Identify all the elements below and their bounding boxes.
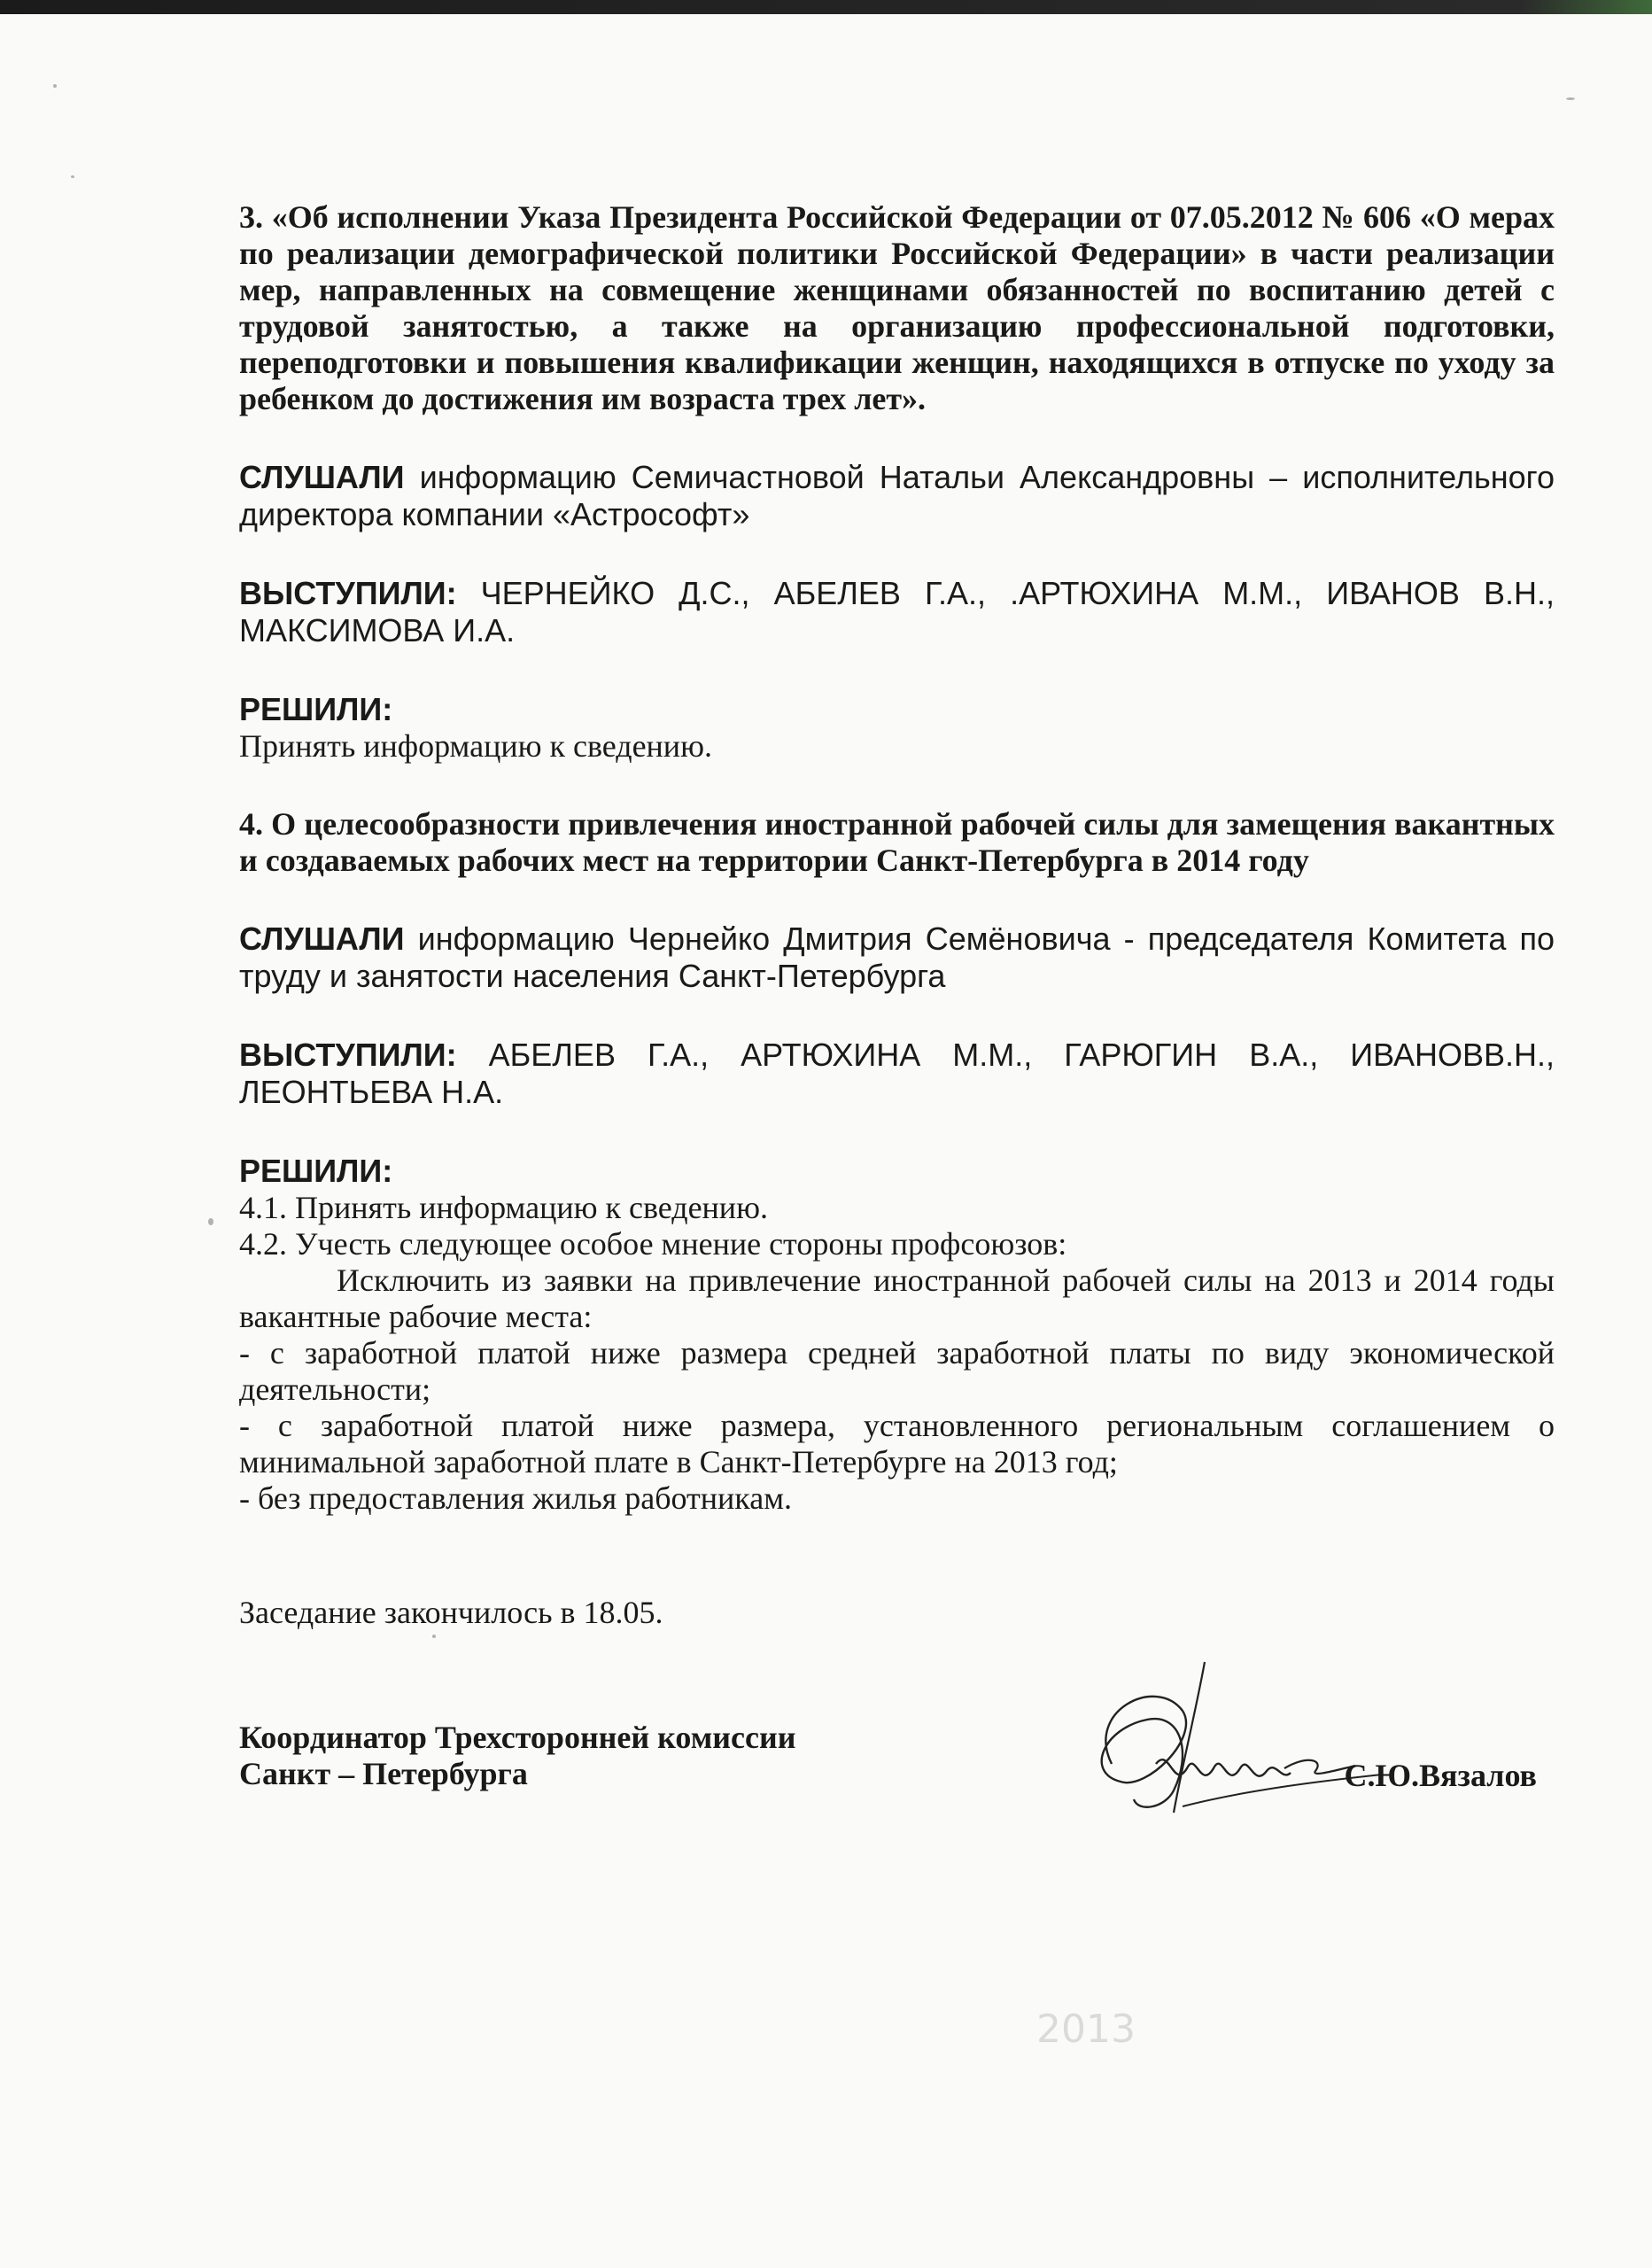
scan-speck [53,84,57,88]
faint-stamp-mark [1028,2002,1178,2055]
heard-label: СЛУШАЛИ [239,920,405,957]
item-4-bullet-2: - с заработной платой ниже размера, установленного региональным соглашением о минимальной заработной плате в Санкт-Петербурге на 2013 год; [239,1408,1555,1480]
item-4-heard [239,920,1555,995]
decided-label: РЕШИЛИ: [239,691,393,727]
heard-text: информацию Чернейко Дмитрия Семёновича - председателя Комитета по труду и занятости населения Санкт-Петербурга [239,920,1555,994]
signatory-name: С.Ю.Вязалов [1344,1758,1537,1793]
heard-text: информацию Семичастновой Натальи Александровны – исполнительного директора компании «Астрософт» [239,459,1555,532]
heard-label: СЛУШАЛИ [239,459,405,495]
item-3-decided [239,691,1555,728]
item-3-spoke [239,575,1555,649]
item-4-decision-2: 4.2. Учесть следующее особое мнение стороны профсоюзов: [239,1226,1067,1262]
spoke-text: АБЕЛЕВ Г.А., АРТЮХИНА М.М., ГАРЮГИН В.А., ИВАНОВВ.Н., ЛЕОНТЬЕВА Н.А. [239,1037,1555,1110]
signature-block [239,1720,1555,1888]
item-3-decision: Принять информацию к сведению. [239,728,712,764]
item-4-bullet-3: - без предоставления жилья работникам. [239,1480,793,1516]
item-3-heard [239,459,1555,533]
spoke-label: ВЫСТУПИЛИ: [239,575,457,611]
item-4-spoke [239,1037,1555,1111]
item-4-bullet-1: - с заработной платой ниже размера средней заработной платы по виду экономической деятельности; [239,1335,1555,1407]
spoke-text: ЧЕРНЕЙКО Д.С., АБЕЛЕВ Г.А., .АРТЮХИНА М.М., ИВАНОВ В.Н., МАКСИМОВА И.А. [239,575,1555,649]
spoke-label: ВЫСТУПИЛИ: [239,1037,457,1073]
item-4-decided [239,1153,1555,1190]
scan-speck [1566,97,1575,100]
handwritten-signature [1050,1658,1395,1844]
item-4-heading: 4. О целесообразности привлечения иностранной рабочей силы для замещения вакантных и создаваемых рабочих мест на территории Санкт-Петербурга в 2014 году [239,806,1555,878]
scan-speck [71,175,74,178]
decided-label: РЕШИЛИ: [239,1153,393,1189]
signatory-title-line-2: Санкт – Петербурга [239,1756,528,1791]
item-4-decision-1: 4.1. Принять информацию к сведению. [239,1190,768,1225]
document-page [239,199,1555,1888]
signatory-title-line-1: Координатор Трехсторонней комиссии [239,1720,796,1755]
item-4-exclude: Исключить из заявки на привлечение иностранной рабочей силы на 2013 и 2014 годы вакантные рабочие места: [239,1262,1555,1334]
scan-edge [0,0,1652,14]
item-3-heading: 3. «Об исполнении Указа Президента Российской Федерации от 07.05.2012 № 606 «О мерах по реализации демографической политики Российской Федерации» в части реализации мер, направленных на совмещение женщинами обязанностей по воспитанию детей с трудовой занятостью, а также на организацию профессиональной подготовки, переподготовки и повышения квалификации женщин, находящихся в отпуске по уходу за ребенком до достижения им возраста трех лет». [239,199,1555,416]
svg-text:2013: 2013 [1036,2007,1136,2052]
closing-note: Заседание закончилось в 18.05. [239,1595,663,1630]
signatory-title [239,1720,795,1792]
scan-speck [208,1218,213,1225]
